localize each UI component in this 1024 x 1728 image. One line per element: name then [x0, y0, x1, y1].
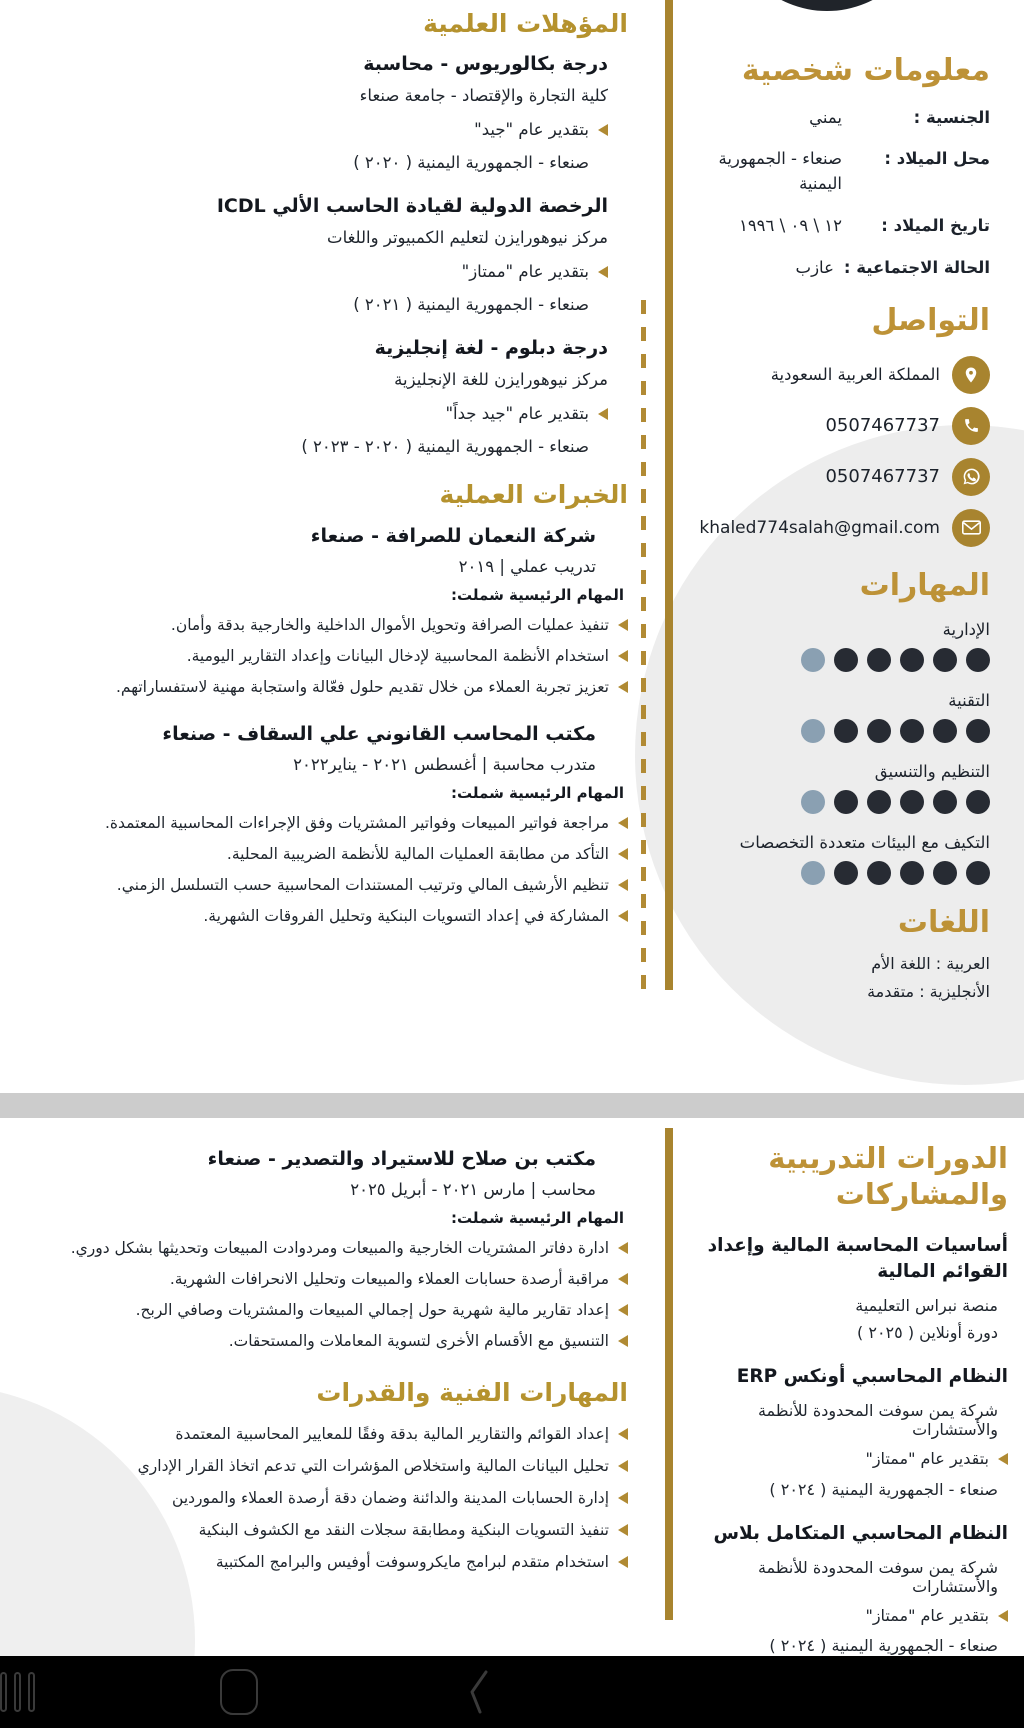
- job-task: تعزيز تجربة العملاء من خلال تقديم حلول فعّالة واستجابة مهنية لاستفساراتهم.: [28, 675, 628, 699]
- qualification-place: صنعاء - الجمهورية اليمنية ( ٢٠٢٠ ): [353, 152, 589, 172]
- skill-level-dots: [692, 790, 990, 814]
- skill-level-dots: [692, 648, 990, 672]
- bullet-triangle-icon: [618, 817, 628, 829]
- home-square: [220, 1669, 258, 1715]
- bullet-triangle-icon: [618, 879, 628, 891]
- android-navigation-bar: [0, 1656, 1024, 1728]
- skill-level-dots: [692, 719, 990, 743]
- course-org: شركة يمن سوفت المحدودة للأنظمة والأستشارات: [757, 1557, 998, 1596]
- qualification-title: درجة دبلوم - لغة إنجليزية: [374, 337, 608, 360]
- column-divider-bar: [665, 1128, 673, 1620]
- skill-label: التكيف مع البيئات متعددة التخصصات: [739, 833, 990, 853]
- qualification-org: مركز نيوهورايزن لتعليم الكمبيوتر واللغات: [327, 228, 608, 248]
- course-note: دورة أونلاين ( ٢٠٢٥ ): [857, 1323, 998, 1343]
- technical-skill-item: تحليل البيانات المالية واستخلاص المؤشرات التي تدعم اتخاذ القرار الإداري: [28, 1454, 628, 1478]
- main-column: [0, 0, 664, 952]
- job-entry: [28, 1148, 628, 1353]
- page-separator-band: [0, 1093, 1024, 1118]
- course-org: منصة نبراس التعليمية: [855, 1296, 998, 1316]
- home-icon[interactable]: [220, 1669, 258, 1715]
- bullet-triangle-icon: [618, 1242, 628, 1254]
- bullet-triangle-icon: [618, 1273, 628, 1285]
- job-company: مكتب المحاسب القانوني علي السقاف - صنعاء: [162, 722, 596, 745]
- job-task: ادارة دفاتر المشتريات الخارجية والمبيعات ومردوادت المبيعات وتحديثها بشكل دوري.: [28, 1236, 628, 1260]
- bullet-triangle-icon: [998, 1453, 1008, 1465]
- course-title: النظام المحاسبي المتكامل بلاس: [713, 1522, 1008, 1544]
- job-company: شركة النعمان للصرافة - صنعاء: [310, 524, 596, 547]
- job-tasks-label: المهام الرئيسية شملت:: [451, 1209, 624, 1227]
- bullet-triangle-icon: [618, 1428, 628, 1440]
- main-column: [0, 1118, 664, 1582]
- job-role: تدريب عملي | ٢٠١٩: [458, 556, 596, 576]
- job-tasks-label: المهام الرئيسية شملت:: [451, 783, 624, 802]
- bullet-triangle-icon: [598, 408, 608, 420]
- bullet-triangle-icon: [618, 619, 628, 631]
- bullet-triangle-icon: [618, 1524, 628, 1536]
- bullet-triangle-icon: [618, 848, 628, 860]
- sidebar-column: [674, 0, 1024, 1010]
- contact-whatsapp: 0507467737: [692, 458, 990, 496]
- experience-heading: الخبرات العملية: [439, 480, 628, 510]
- qualifications-heading: المؤهلات العلمية: [423, 9, 628, 38]
- language-arabic: العربية : اللغة الأم: [871, 953, 990, 973]
- course-place: صنعاء - الجمهورية اليمنية ( ٢٠٢٤ ): [769, 1636, 998, 1656]
- qualification-org: كلية التجارة والإقتصاد - جامعة صنعاء: [359, 86, 608, 106]
- column-divider-bar: [665, 0, 673, 990]
- job-task: تنفيذ عمليات الصرافة وتحويل الأموال الداخلية والخارجية بدقة وأمان.: [28, 613, 628, 637]
- bullet-triangle-icon: [618, 1460, 628, 1472]
- job-role: محاسب | مارس ٢٠٢١ - أبريل ٢٠٢٥: [350, 1180, 596, 1199]
- personal-info-heading: معلومات شخصية: [741, 53, 990, 88]
- skill-label: التنظيم والتنسيق: [874, 762, 990, 782]
- technical-skill-item: تنفيذ التسويات البنكية ومطابقة سجلات النقد مع الكشوف البنكية: [28, 1518, 628, 1542]
- languages-heading: اللغات: [897, 905, 990, 941]
- job-task: التنسيق مع الأقسام الأخرى لتسوية المعاملات والمستحقات.: [28, 1329, 628, 1353]
- course-entry: [686, 1364, 1008, 1499]
- skill-level-dots: [692, 861, 990, 885]
- bullet-triangle-icon: [598, 124, 608, 136]
- contact-email: khaled774salah@gmail.com: [692, 509, 990, 547]
- cv-page-2: [0, 1118, 1024, 1656]
- qualification-entry: [28, 337, 628, 459]
- technical-skills-heading: المهارات الفنية والقدرات: [316, 1378, 628, 1408]
- job-entry: [28, 525, 628, 699]
- course-entry: [686, 1521, 1008, 1656]
- qualification-place: صنعاء - الجمهورية اليمنية ( ٢٠٢٠ - ٢٠٢٣ ): [301, 436, 589, 456]
- contact-location: المملكة العربية السعودية: [692, 356, 990, 394]
- email-icon: [952, 509, 990, 547]
- personal-row-nationality: الجنسية : يمني: [809, 107, 990, 127]
- language-english: الأنجليزية : متقدمة: [867, 981, 990, 1001]
- contact-list: [692, 356, 990, 547]
- qualification-place: صنعاء - الجمهورية اليمنية ( ٢٠٢١ ): [353, 294, 589, 314]
- bullet-triangle-icon: [618, 650, 628, 662]
- qualification-entry: [28, 53, 628, 175]
- bullet-triangle-icon: [618, 910, 628, 922]
- job-company: مكتب بن صلاح للاستيراد والتصدير - صنعاء: [207, 1148, 596, 1170]
- course-grade: بتقدير عام "ممتاز": [686, 1604, 1008, 1629]
- bullet-triangle-icon: [618, 1304, 628, 1316]
- technical-skill-item: استخدام متقدم لبرامج مايكروسوفت أوفيس والبرامج المكتبية: [28, 1550, 628, 1574]
- skills-heading: المهارات: [859, 567, 990, 603]
- bullet-triangle-icon: [618, 681, 628, 693]
- phone-icon: [952, 407, 990, 445]
- job-task: المشاركة في إعداد التسويات البنكية وتحليل الفروقات الشهرية.: [28, 904, 628, 928]
- bullet-triangle-icon: [618, 1492, 628, 1504]
- job-tasks-label: المهام الرئيسية شملت:: [451, 585, 624, 604]
- skill-item: [692, 762, 990, 814]
- contact-heading: التواصل: [871, 303, 990, 339]
- qualification-title: الرخصة الدولية لقيادة الحاسب الألي ICDL: [216, 195, 608, 218]
- qualification-title: درجة بكالوريوس - محاسبة: [363, 53, 608, 76]
- course-title: أساسيات المحاسبة المالية وإعداد القوائم المالية: [707, 1234, 1008, 1283]
- contact-phone: 0507467737: [692, 407, 990, 445]
- personal-row-marital-status: الحالة الاجتماعية : عازب: [795, 257, 990, 277]
- job-role: متدرب محاسبة | أغسطس ٢٠٢١ - يناير٢٠٢٢: [293, 754, 596, 774]
- technical-skill-item: إعداد القوائم والتقارير المالية بدقة وفقًا للمعايير المحاسبية المعتمدة: [28, 1422, 628, 1446]
- job-task: تنظيم الأرشيف المالي وترتيب المستندات المحاسبية حسب التسلسل الزمني.: [28, 873, 628, 897]
- skill-label: الإدارية: [942, 620, 990, 640]
- job-task: التأكد من مطابقة العمليات المالية للأنظمة الضريبية المحلية.: [28, 842, 628, 866]
- qualification-grade: بتقدير عام "جيد جداً": [28, 401, 608, 427]
- courses-heading: الدورات التدريبية والمشاركات: [768, 1141, 1008, 1212]
- skill-item: [692, 691, 990, 743]
- job-task: إعداد تقارير مالية شهرية حول إجمالي المبيعات والمشتريات وصافي الربح.: [28, 1298, 628, 1322]
- recents-icon[interactable]: [0, 1672, 35, 1712]
- skill-label: التقنية: [948, 691, 990, 711]
- personal-row-birthdate: تاريخ الميلاد : ١٢ \ ٠٩ \ ١٩٩٦: [738, 215, 990, 235]
- course-org: شركة يمن سوفت المحدودة للأنظمة والأستشارات: [757, 1400, 998, 1439]
- job-task: استخدام الأنظمة المحاسبية لإدخال البيانات وإعداد التقارير اليومية.: [28, 644, 628, 668]
- qualification-grade: بتقدير عام "ممتاز": [28, 259, 608, 285]
- skill-item: [692, 620, 990, 672]
- personal-row-birthplace: محل الميلاد : صنعاء - الجمهورية اليمنية: [718, 149, 990, 193]
- sidebar-column: [674, 1118, 1024, 1656]
- bullet-triangle-icon: [618, 1556, 628, 1568]
- bullet-triangle-icon: [998, 1610, 1008, 1622]
- back-icon[interactable]: [463, 1667, 493, 1717]
- recents-bars: [0, 1672, 35, 1712]
- job-task: مراقبة أرصدة حسابات العملاء والمبيعات وتحليل الانحرافات الشهرية.: [28, 1267, 628, 1291]
- whatsapp-icon: [952, 458, 990, 496]
- location-pin-icon: [952, 356, 990, 394]
- bullet-triangle-icon: [618, 1335, 628, 1347]
- course-title: النظام المحاسبي أونكس ERP: [736, 1366, 1008, 1388]
- qualification-entry: [28, 195, 628, 317]
- course-grade: بتقدير عام "ممتاز": [686, 1447, 1008, 1472]
- bullet-triangle-icon: [598, 266, 608, 278]
- qualification-grade: بتقدير عام "جيد": [28, 117, 608, 143]
- qualification-org: مركز نيوهورايزن للغة الإنجليزية: [394, 370, 608, 390]
- skill-item: [692, 833, 990, 885]
- technical-skill-item: إدارة الحسابات المدينة والدائنة وضمان دقة أرصدة العملاء والموردين: [28, 1486, 628, 1510]
- job-task: مراجعة فواتير المبيعات وفواتير المشتريات وفق الإجراءات المحاسبية المعتمدة.: [28, 811, 628, 835]
- job-entry: [28, 723, 628, 928]
- course-entry: [686, 1233, 1008, 1343]
- course-place: صنعاء - الجمهورية اليمنية ( ٢٠٢٤ ): [769, 1479, 998, 1499]
